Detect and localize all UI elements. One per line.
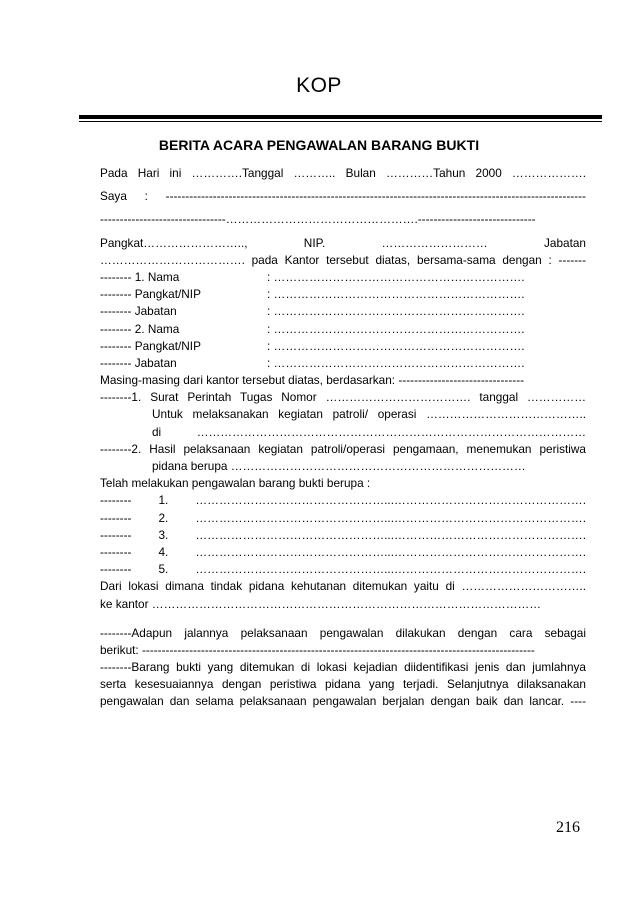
document-title: BERITA ACARA PENGAWALAN BARANG BUKTI bbox=[158, 137, 480, 153]
date-line: Pada Hari ini ………….Tanggal ……….. Bulan …………Tahun 2000 ………………. bbox=[100, 166, 586, 180]
field-label: -------- Jabatan bbox=[100, 304, 177, 319]
letterhead-rule-thick bbox=[79, 115, 602, 119]
field-value: : ………………………………………………………. bbox=[267, 355, 525, 370]
letterhead-rule-thin bbox=[79, 121, 602, 122]
paragraph-spacer bbox=[100, 613, 586, 625]
identification-paragraph-continued: serta kesesuaiannya dengan peristiwa pidana yang terjadi. Selanjutnya dilaksanakan bbox=[100, 677, 586, 692]
officer-field bbox=[100, 303, 586, 320]
evidence-item: -------- 3. …………………………………………...…………………………………………. bbox=[100, 527, 586, 542]
basis-item-1-continued: Untuk melaksanakan kegiatan patroli/ operasi ………………………………….. bbox=[152, 407, 586, 422]
saya-line: Saya : ----------------------------------------------------------------------------------------------------------- bbox=[100, 189, 586, 204]
field-value: : ………………………………………………………. bbox=[267, 321, 525, 336]
field-value: : ………………………………………………………. bbox=[267, 304, 525, 319]
pangkat-line: Pangkat…………………….., NIP. ……………………… Jabatan bbox=[100, 235, 586, 250]
basis-item-2-continued: pidana berupa ………………………………………………………………… bbox=[152, 459, 526, 473]
evidence-item: -------- 1. …………………………………………...…………………………………………. bbox=[100, 493, 586, 508]
location-line: Dari lokasi dimana tindak pidana kehutanan ditemukan yaitu di ………………………….. bbox=[100, 579, 586, 594]
identification-paragraph-end: pengawalan dan selama pelaksanaan pengawalan berjalan dengan baik dan lancar. ---- bbox=[100, 694, 586, 709]
officer-list bbox=[100, 269, 586, 372]
name-dots-line: --------------------------------………………………………………….------------------------------ bbox=[100, 212, 536, 227]
basis-item-1: --------1. Surat Perintah Tugas Nomor ………………………………. tanggal …………… bbox=[100, 390, 586, 405]
basis-item-1-location: di ……………………………………………………………………………………… bbox=[152, 424, 586, 439]
basis-item-2: --------2. Hasil pelaksanaan kegiatan patroli/operasi pengamaan, menemukan peristiwa bbox=[100, 441, 586, 456]
document-body bbox=[100, 165, 586, 711]
kantor-line: ………………………………. pada Kantor tersebut diatas, bersama-sama dengan : ------- bbox=[100, 252, 586, 267]
field-label: -------- 1. Nama bbox=[100, 269, 180, 284]
evidence-item: -------- 4. …………………………………………...…………………………………………. bbox=[100, 544, 586, 559]
basis-intro: Masing-masing dari kantor tersebut diatas, berdasarkan: -------------------------------- bbox=[100, 373, 525, 388]
officer-field bbox=[100, 355, 586, 372]
officer-field bbox=[100, 269, 586, 286]
officer-field bbox=[100, 321, 586, 338]
field-label: -------- Pangkat/NIP bbox=[100, 287, 201, 302]
officer-field bbox=[100, 338, 586, 355]
page-number: 216 bbox=[556, 819, 580, 836]
field-value: : ………………………………………………………. bbox=[267, 338, 525, 353]
evidence-intro: Telah melakukan pengawalan barang bukti berupa : bbox=[100, 476, 371, 491]
officer-field bbox=[100, 286, 586, 303]
field-label: -------- 2. Nama bbox=[100, 321, 180, 336]
field-label: -------- Jabatan bbox=[100, 355, 177, 370]
procedure-paragraph-continued: berikut: ---------------------------------------------------------------------------------------------------- bbox=[100, 642, 535, 657]
identification-paragraph: --------Barang bukti yang ditemukan di lokasi kejadian diidentifikasi jenis dan jumlahnya bbox=[100, 660, 586, 675]
procedure-paragraph: --------Adapun jalannya pelaksanaan pengawalan dilakukan dengan cara sebagai bbox=[100, 625, 586, 640]
field-label: -------- Pangkat/NIP bbox=[100, 338, 201, 353]
field-value: : ………………………………………………………. bbox=[267, 269, 525, 284]
destination-line: ke kantor ……………………………………………………………………………………… bbox=[100, 596, 542, 611]
letterhead-kop: KOP bbox=[296, 74, 342, 97]
field-value: : ………………………………………………………. bbox=[267, 287, 525, 302]
evidence-item: -------- 5. …………………………………………...…………………………………………. bbox=[100, 562, 586, 577]
evidence-item: -------- 2. …………………………………………...…………………………………………. bbox=[100, 510, 586, 525]
